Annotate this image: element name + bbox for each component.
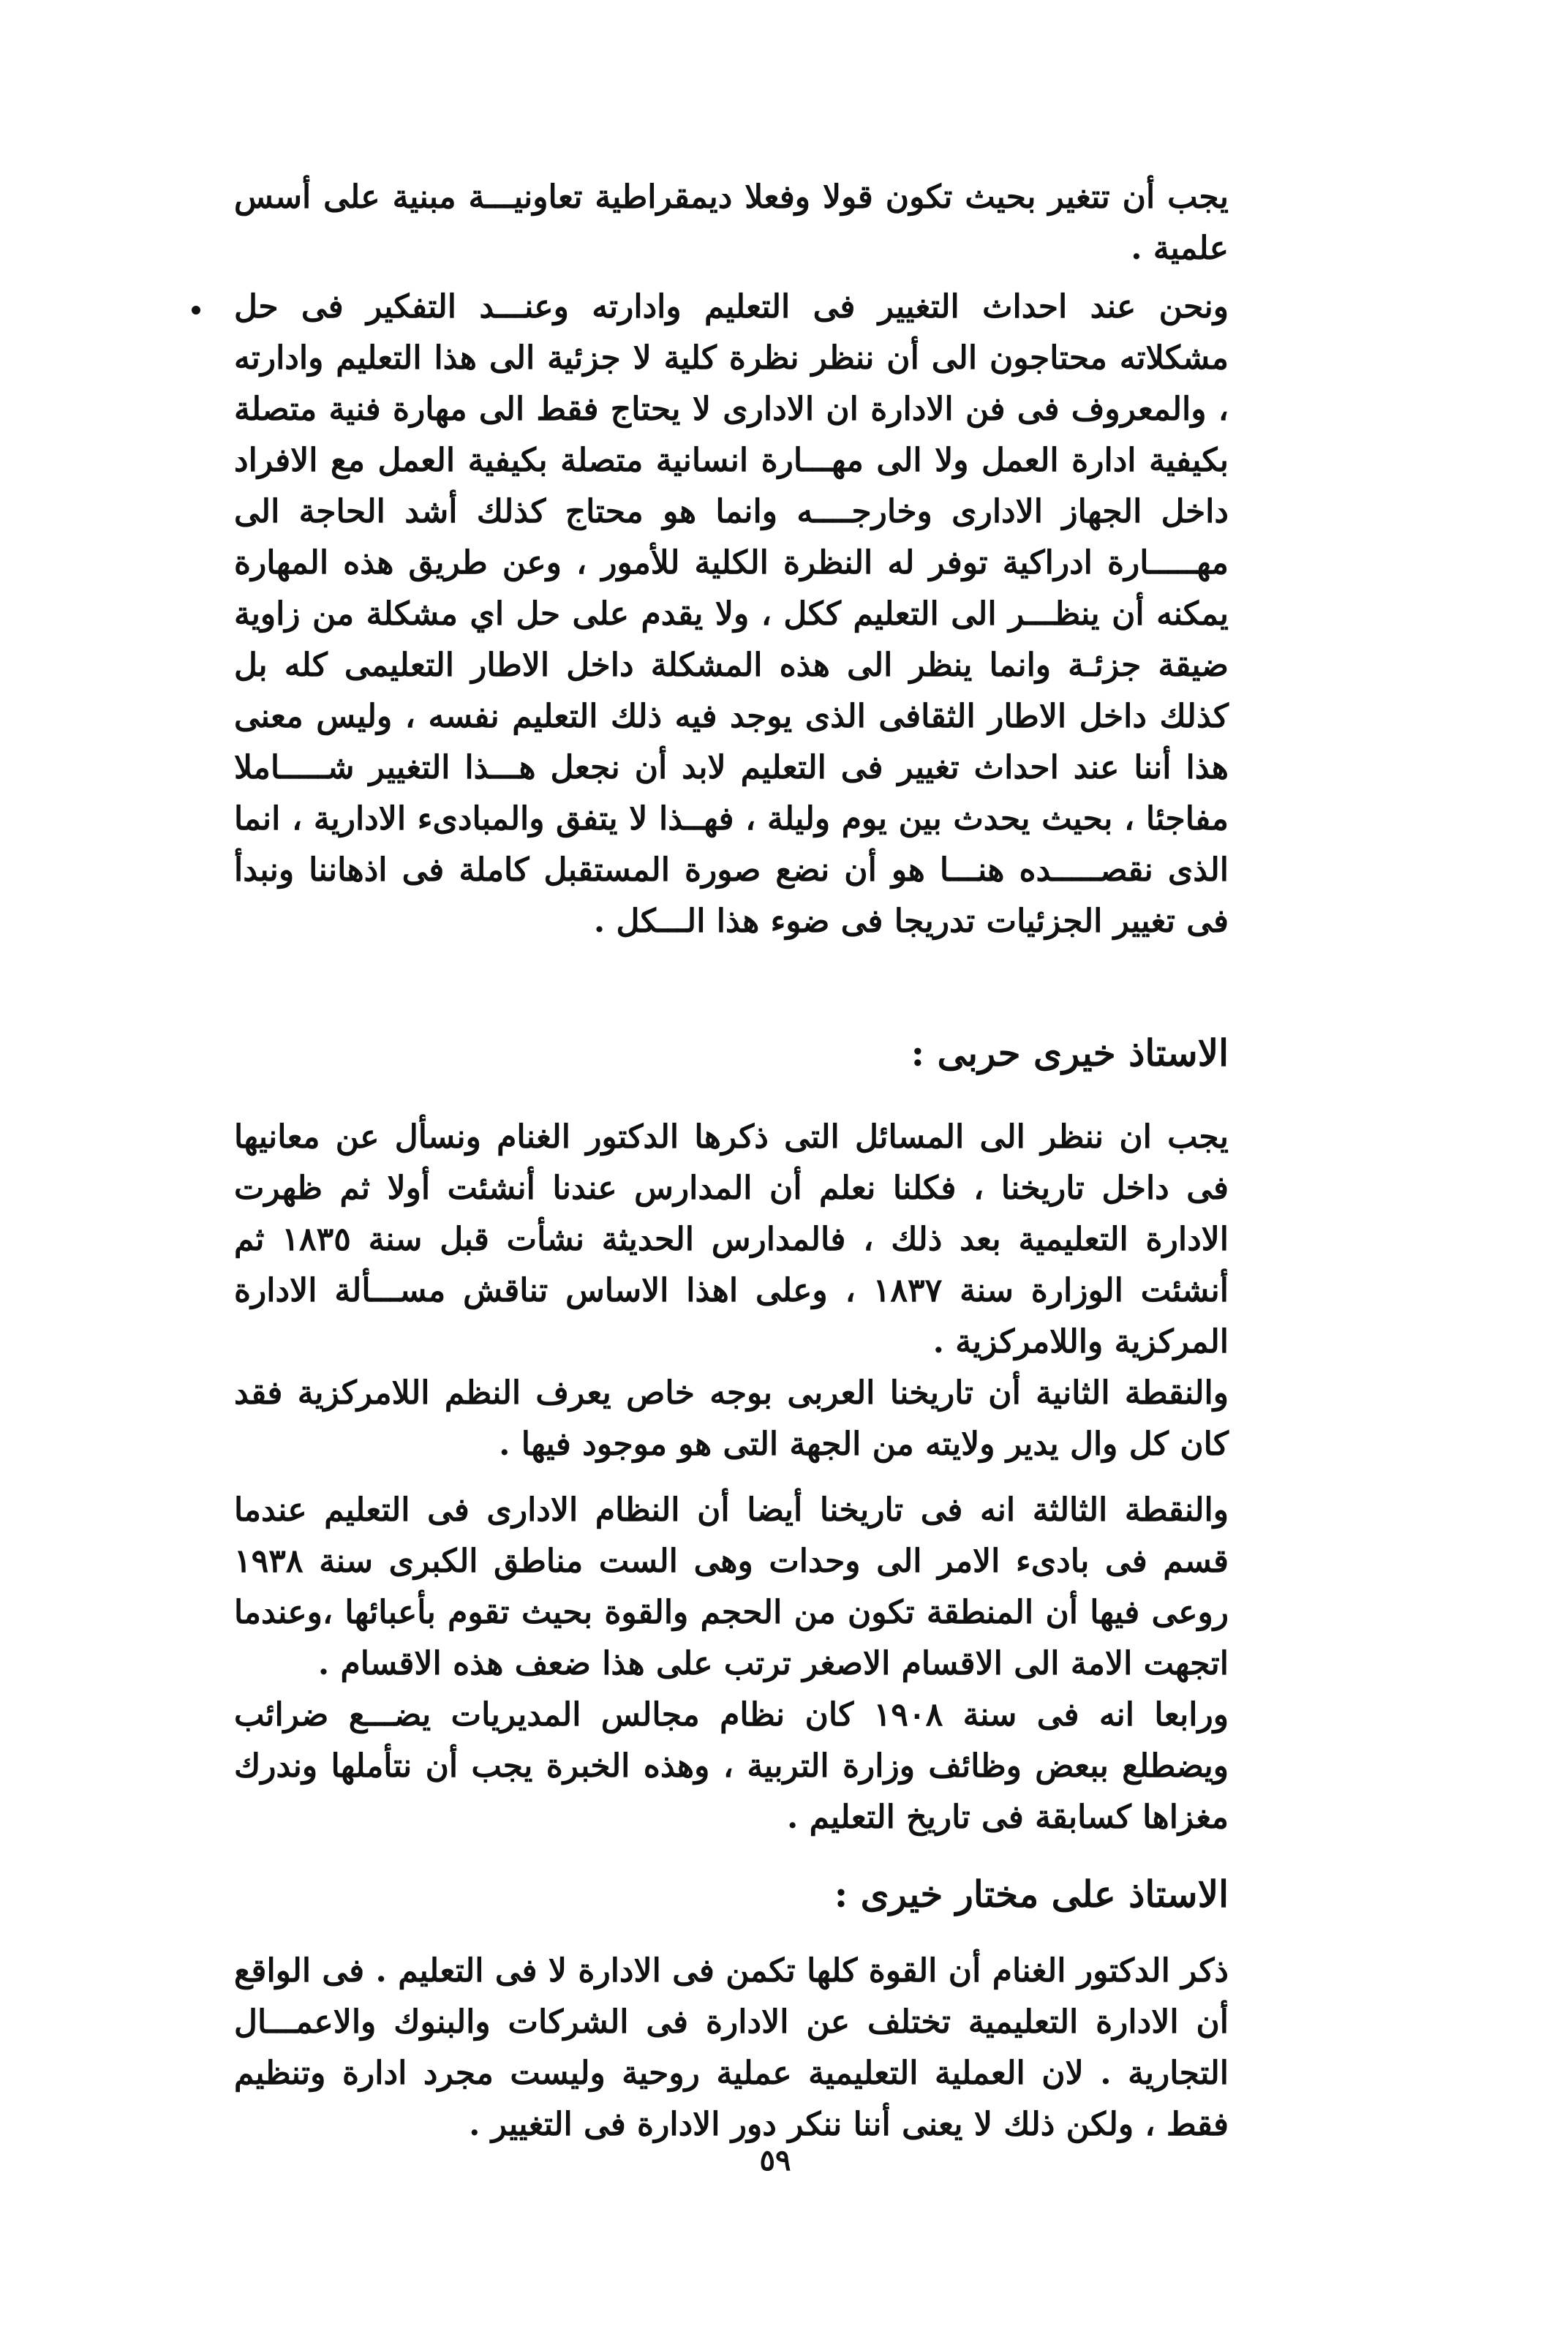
section-1-paragraph-2: والنقطة الثانية أن تاريخنا العربى بوجه خاص يعرف النظم اللامركزية فقد كان كل وال يدير ولايته من الجهة التى هو موجود فيها . [234,1374,1229,1463]
section-1-heading: الاستاذ خيرى حربى : [911,1031,1229,1074]
section-2-heading: الاستاذ على مختار خيرى : [834,1872,1229,1916]
section-1-body-4 [234,1690,1229,1843]
paragraph-main [234,282,1229,947]
section-2-paragraph-1: ذكر الدكتور الغنام أن القوة كلها تكمن فى الادارة لا فى التعليم . فى الواقع أن الادارة التعليمية تختلف عن الادارة فى الشركات والبنوك والاعمـــال التجارية . لان العملية التعليمية عملية روحية وليست مجرد ادارة وتنظيم فقط ، ولكن ذلك لا يعنى أننا ننكر دور الادارة فى التغيير . [234,1952,1229,2143]
section-1-body-3 [234,1485,1229,1690]
paragraph-1: يجب أن تتغير بحيث تكون قولا وفعلا ديمقراطية تعاونيـــة مبنية على أسس علمية . [234,178,1229,267]
paragraph-2: ونحن عند احداث التغيير فى التعليم وادارته وعنـــد التفكير فى حل مشكلاته محتاجون الى أن ننظر نظرة كلية لا جزئية الى هذا التعليم وادارته ، والمعروف فى فن الادارة ان الادارى لا يحتاج فقط الى مهارة فنية متصلة بكيفية ادارة العمل ولا الى مهـــارة انسانية متصلة بكيفية العمل مع الافراد داخل الجهاز الادارى وخارجــــه وانما هو محتاج كذلك أشد الحاجة الى مهـــــارة ادراكية توفر له النظرة الكلية للأمور ، وعن طريق هذه المهارة يمكنه أن ينظـــر الى التعليم ككل ، ولا يقدم على حل اي مشكلة من زاوية ضيقة جزئـة وانما ينظر الى هذه المشكلة داخل الاطار التعليمى كله بل كذلك داخل الاطار الثقافى الذى يوجد فيه ذلك التعليم نفسه ، وليس معنى هذا أننا عند احداث تغيير فى التعليم لابد أن نجعل هـــذا التغيير شـــــاملا مفاجئا ، بحيث يحدث بين يوم وليلة ، فهــذا لا يتفق والمبادىء الادارية ، انما الذى نقصـــــده هنـــا هو أن نضع صورة المستقبل كاملة فى اذهاننا ونبدأ فى تغيير الجزئيات تدريجا فى ضوء هذا الـــكل . [234,288,1229,940]
page-number: ٥٩ [759,2143,791,2178]
section-2 [234,1865,1229,1924]
section-2-body [234,1946,1229,2150]
section-1-body [234,1112,1229,1368]
section-1-paragraph-3: والنقطة الثالثة انه فى تاريخنا أيضا أن النظام الادارى فى التعليم عندما قسم فى بادىء الامر الى وحدات وهى الست مناطق الكبرى سنة ١٩٣٨ روعى فيها أن المنطقة تكون من الحجم والقوة بحيث تقوم بأعبائها ،وعندما اتجهت الامة الى الاقسام الاصغر ترتب على هذا ضعف هذه الاقسام . [234,1491,1229,1682]
section-1-paragraph-4: ورابعا انه فى سنة ١٩٠٨ كان نظام مجالس المديريات يضـــع ضرائب ويضطلع ببعض وظائف وزارة التربية ، وهذه الخبرة يجب أن نتأملها وندرك مغزاها كسابقة فى تاريخ التعليم . [234,1696,1229,1836]
paragraph-intro [234,172,1229,274]
section-1-body-2 [234,1368,1229,1470]
section-1 [234,1024,1229,1083]
margin-dot-mark [192,306,200,315]
section-1-paragraph-1: يجب ان ننظر الى المسائل التى ذكرها الدكتور الغنام ونسأل عن معانيها فى داخل تاريخنا ، فكلنا نعلم أن المدارس عندنا أنشئت أولا ثم ظهرت الادارة التعليمية بعد ذلك ، فالمدارس الحديثة نشأت قبل سنة ١٨٣٥ ثم أنشئت الوزارة سنة ١٨٣٧ ، وعلى اهذا الاساس تناقش مســـألة الادارة المركزية واللامركزية . [234,1118,1229,1360]
